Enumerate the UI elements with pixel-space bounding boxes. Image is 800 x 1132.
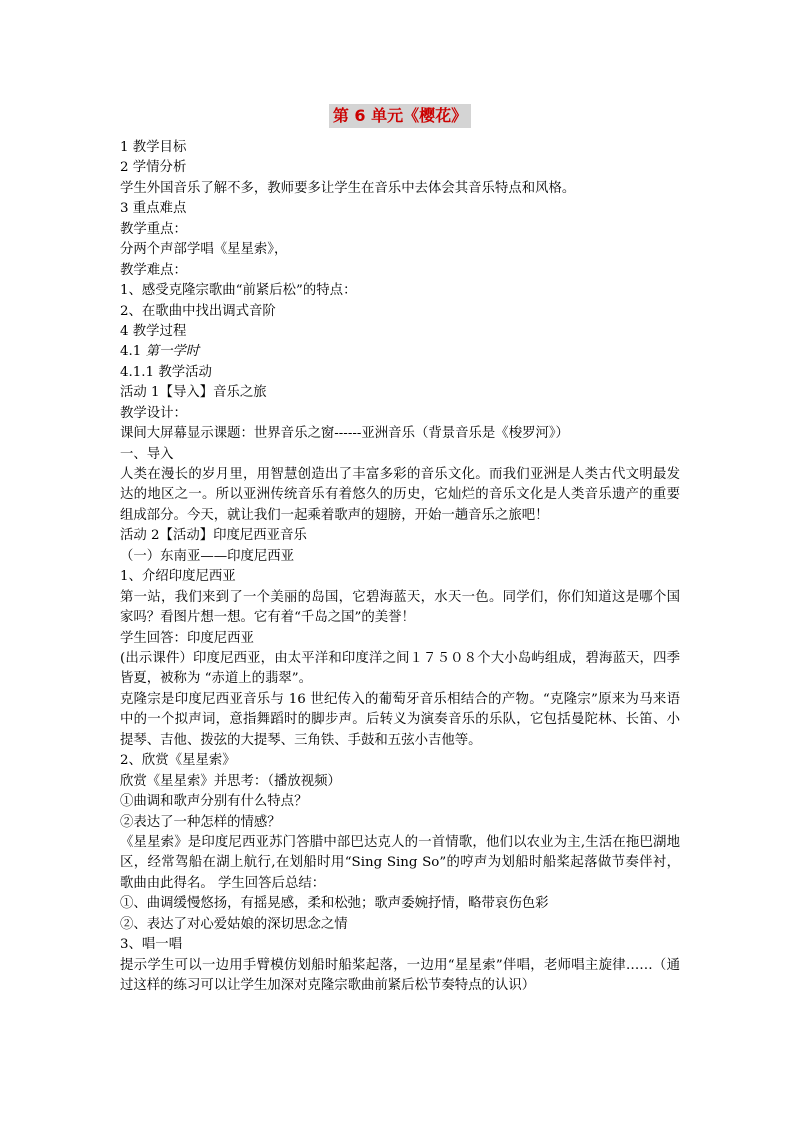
summary-2: ②、表达了对心爱姑娘的深切思念之情 [120, 916, 348, 932]
heading-introduction: 一、导入 [120, 446, 174, 462]
text-student-answer: 学生回答：印度尼西亚 [120, 630, 254, 646]
summary-1: ①、曲调缓慢悠扬，有摇晃感，柔和松弛；歌声委婉抒情，略带哀伤色彩 [120, 896, 549, 912]
paragraph-introduction: 人类在漫长的岁月里，用智慧创造出了丰富多彩的音乐文化。而我们亚洲是人类古代文明最发达的地区之一。所以亚洲传统音乐有着悠久的历史，它灿烂的音乐文化是人类音乐遗产的重要组成部分。今天，就让我们一起乘着歌声的翅膀，开始一趟音乐之旅吧！ [120, 467, 680, 523]
label-teaching-design: 教学设计： [120, 405, 187, 421]
section-number: 4.1 [120, 344, 146, 360]
paragraph-song-background: 《星星索》是印度尼西亚苏门答腊中部巴达克人的一首情歌，他们以农业为主,生活在拖巴湖地区，经常驾船在湖上航行,在划船时用“Sing Sing So”的哼声为划船时船桨起落做节奏伴衬，歌曲由此得名。 学生回答后总结： [120, 834, 680, 891]
text-difficulty-2: 2、在歌曲中找出调式音阶 [120, 303, 276, 319]
text-key-point: 分两个声部学唱《星星索》， [120, 242, 288, 258]
paragraph-indonesia-courseware: (出示课件）印度尼西亚，由太平洋和印度洋之间１７５０８个大小岛屿组成，碧海蓝天，四季皆夏，被称为 “赤道上的翡翠”。 [120, 650, 680, 687]
heading-sing: 3、唱一唱 [120, 937, 183, 953]
document-title: 第 6 单元《樱花》 [329, 104, 471, 128]
paragraph-sing-instruction: 提示学生可以一边用手臂模仿划船时船桨起落，一边用“星星索”伴唱，老师唱主旋律……（通过这样的练习可以让学生加深对克隆宗歌曲前紧后松节奏特点的认识） [120, 957, 680, 994]
text-difficulty-1: 1、感受克隆宗歌曲“前紧后松”的特点： [120, 283, 357, 299]
heading-first-lesson [120, 342, 680, 362]
question-2: ②表达了一种怎样的情感？ [120, 814, 281, 830]
heading-appreciate-song: 2、欣赏《星星索》 [120, 753, 236, 769]
paragraph-first-stop: 第一站，我们来到了一个美丽的岛国，它碧海蓝天，水天一色。同学们，你们知道这是哪个国家吗？看图片想一想。它有着“千岛之国”的美誉！ [120, 589, 680, 626]
heading-key-points: 3 重点难点 [120, 201, 187, 217]
title-bar [0, 104, 800, 128]
paragraph-kroncong: 克隆宗是印度尼西亚音乐与 16 世纪传入的葡萄牙音乐相结合的产物。“克隆宗”原来为马来语中的一个拟声词，意指舞蹈时的脚步声。后转义为演奏音乐的乐队，它包括曼陀林、长笛、小提琴、吉他、拨弦的大提琴、三角铁、手鼓和五弦小吉他等。 [120, 691, 680, 748]
text-screen-topic: 课间大屏幕显示课题：世界音乐之窗------亚洲音乐（背景音乐是《梭罗河》） [120, 426, 569, 442]
heading-student-analysis: 2 学情分析 [120, 160, 187, 176]
paragraph-student-analysis: 学生外国音乐了解不多，教师要多让学生在音乐中去体会其音乐特点和风格。 [120, 180, 576, 196]
first-lesson-label: 第一学时 [145, 344, 200, 360]
question-1: ①曲调和歌声分别有什么特点？ [120, 794, 308, 810]
heading-introduce-indonesia: 1、介绍印度尼西亚 [120, 569, 236, 585]
text-appreciate-instruction: 欣赏《星星索》并思考：（播放视频） [120, 773, 341, 789]
label-key-point: 教学重点： [120, 221, 187, 237]
heading-teaching-activity: 4.1.1 教学活动 [120, 364, 212, 380]
label-difficulty: 教学难点： [120, 262, 187, 278]
activity-2-title: 活动 2【活动】印度尼西亚音乐 [120, 528, 307, 544]
heading-southeast-asia: （一）东南亚——印度尼西亚 [120, 548, 295, 564]
activity-1-title: 活动 1【导入】音乐之旅 [120, 385, 267, 401]
heading-teaching-process: 4 教学过程 [120, 323, 187, 339]
heading-teaching-goals: 1 教学目标 [120, 140, 187, 155]
document-body [120, 138, 680, 997]
